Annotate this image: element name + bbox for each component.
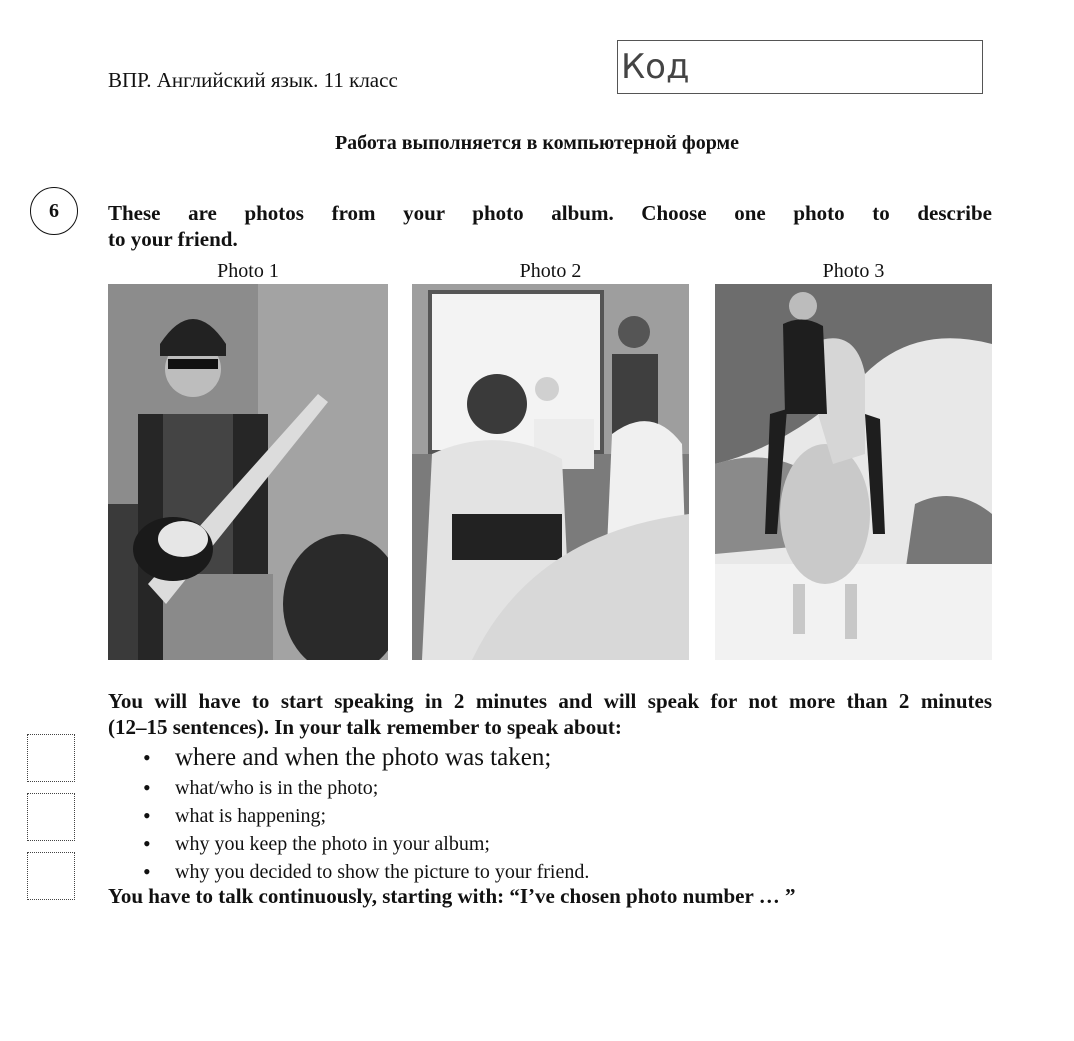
photo-1-caption: Photo 1 <box>217 260 279 282</box>
task-prompt-line1: These are photos from your photo album. Choose one photo to describe <box>108 201 992 225</box>
instructions-line1: You will have to start speaking in 2 minutes and will speak for not more than 2 minutes <box>108 689 992 713</box>
final-instruction: You have to talk continuously, starting with: “I’ve chosen photo number … ” <box>108 884 796 908</box>
score-box-1[interactable] <box>27 734 75 782</box>
score-box-2[interactable] <box>27 793 75 841</box>
task-prompt-line2: to your friend. <box>108 227 238 251</box>
task-number-circle <box>30 187 78 235</box>
list-item: • why you decided to show the picture to your friend. <box>140 858 589 886</box>
task-prompt <box>108 200 992 252</box>
list-item: • what/who is in the photo; <box>140 774 589 802</box>
speaking-instructions <box>108 688 992 740</box>
photo-2-caption: Photo 2 <box>519 260 582 282</box>
instructions-line2: (12–15 sentences). In your talk remember to speak about: <box>108 715 622 739</box>
list-item: • what is happening; <box>140 802 589 830</box>
photo-3-horse-rider <box>715 284 992 660</box>
list-item: • why you keep the photo in your album; <box>140 830 589 858</box>
photo-2-classroom <box>412 284 689 660</box>
document-header-title: ВПР. Английский язык. 11 класс <box>108 68 398 92</box>
photo-3-caption: Photo 3 <box>822 260 885 282</box>
code-field[interactable] <box>617 40 983 94</box>
list-item: • where and when the photo was taken; <box>140 742 589 774</box>
work-mode-subtitle: Работа выполняется в компьютерной форме <box>334 132 740 154</box>
photo-1-guitarist <box>108 284 388 660</box>
code-field-label: Код <box>621 47 690 87</box>
task-number: 6 <box>49 199 59 222</box>
score-box-3[interactable] <box>27 852 75 900</box>
talk-points-list <box>140 742 589 886</box>
